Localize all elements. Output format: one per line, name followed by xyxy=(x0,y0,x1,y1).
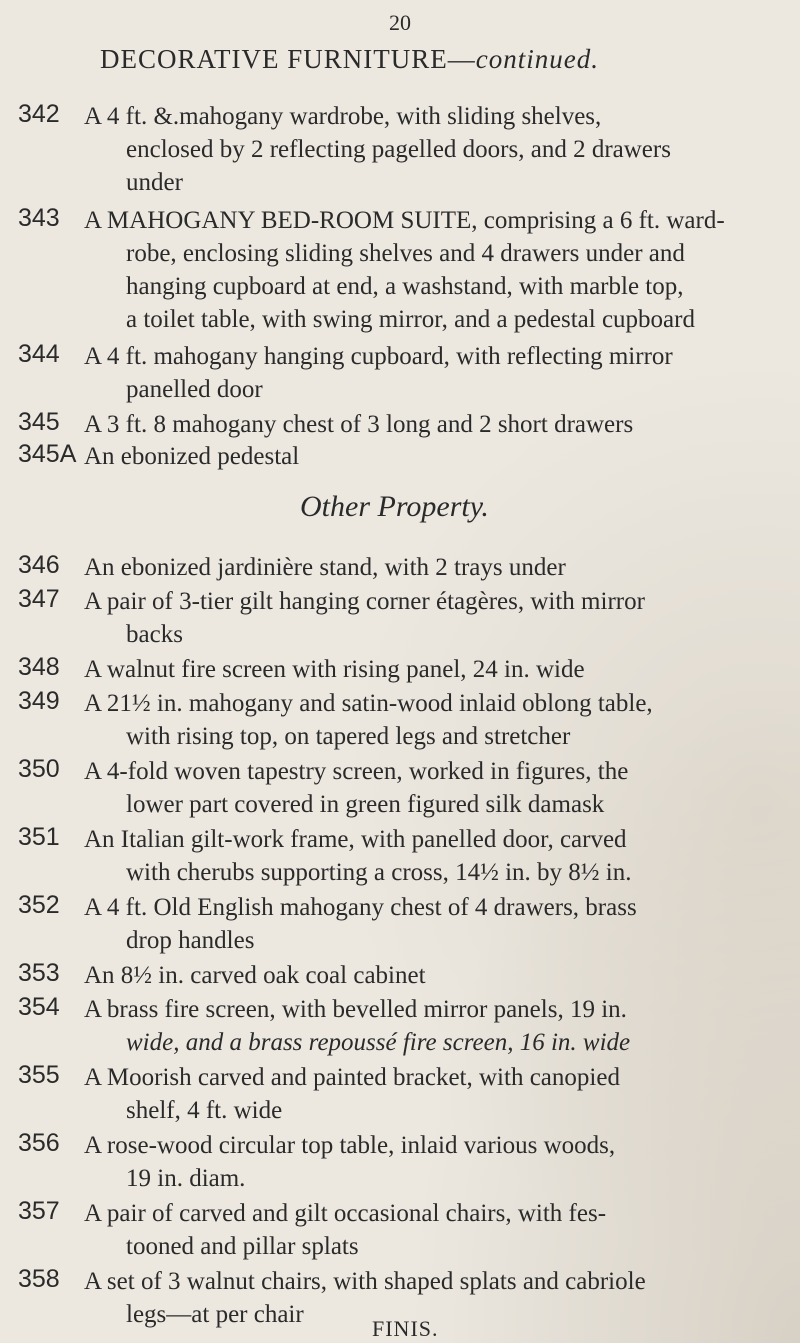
running-title xyxy=(100,44,599,75)
lot-line: legs—at per chair xyxy=(126,1301,304,1328)
lot-number: 342 xyxy=(18,100,60,128)
lot-line: 19 in. diam. xyxy=(126,1165,246,1192)
lot-line: A 4 ft. Old English mahogany chest of 4 drawers, brass xyxy=(84,894,637,921)
lot-line: wide, and a brass repoussé fire screen, 16 in. wide xyxy=(126,1029,631,1056)
lot-line: robe, enclosing sliding shelves and 4 drawers under and xyxy=(126,240,685,267)
lot-number: 352 xyxy=(18,891,60,919)
lot-line: lower part covered in green figured silk damask xyxy=(126,791,605,818)
lot-number: 346 xyxy=(18,551,60,579)
lot-description xyxy=(84,823,784,889)
lot-line: under xyxy=(126,169,183,196)
lot-line: enclosed by 2 reflecting pagelled doors, and 2 drawers xyxy=(126,136,671,163)
lot-line: A Moorish carved and painted bracket, with canopied xyxy=(84,1064,620,1091)
lot-description xyxy=(84,408,784,441)
lot-description xyxy=(84,440,784,473)
lot-line: a toilet table, with swing mirror, and a pedestal cupboard xyxy=(126,306,695,333)
lot-line: An ebonized pedestal xyxy=(84,443,300,470)
lot-line: A pair of carved and gilt occasional chairs, with fes- xyxy=(84,1200,607,1227)
lot-line: backs xyxy=(126,621,183,648)
lot-description xyxy=(84,891,784,957)
lot-description xyxy=(84,993,784,1059)
lot-line: tooned and pillar splats xyxy=(126,1233,359,1260)
running-title-continued: continued. xyxy=(475,44,599,74)
lot-description xyxy=(84,959,784,992)
lot-number: 351 xyxy=(18,823,60,851)
lot-line: A walnut fire screen with rising panel, 24 in. wide xyxy=(84,656,585,683)
lot-line: shelf, 4 ft. wide xyxy=(126,1097,283,1124)
lot-description xyxy=(84,100,784,199)
lot-line: A 4 ft. &.mahogany wardrobe, with sliding shelves, xyxy=(84,103,602,130)
lot-line: A 21½ in. mahogany and satin-wood inlaid oblong table, xyxy=(84,690,653,717)
lot-number: 354 xyxy=(18,993,60,1021)
lot-line: An Italian gilt-work frame, with panelled door, carved xyxy=(84,826,627,853)
lot-number: 350 xyxy=(18,755,60,783)
lot-description xyxy=(84,1061,784,1127)
lot-number: 355 xyxy=(18,1061,60,1089)
lot-line: A set of 3 walnut chairs, with shaped splats and cabriole xyxy=(84,1268,646,1295)
lot-line: An 8½ in. carved oak coal cabinet xyxy=(84,962,426,989)
lot-number: 347 xyxy=(18,585,60,613)
lot-line: with cherubs supporting a cross, 14½ in. by 8½ in. xyxy=(126,859,632,886)
lot-number: 345 xyxy=(18,408,60,436)
lot-line: A pair of 3-tier gilt hanging corner étagères, with mirror xyxy=(84,588,645,615)
lot-description xyxy=(84,1197,784,1263)
page-number: 20 xyxy=(389,10,411,35)
lot-number: 348 xyxy=(18,653,60,681)
lot-description xyxy=(84,204,784,336)
lot-line: drop handles xyxy=(126,927,255,954)
lot-description xyxy=(84,551,784,584)
lot-number: 356 xyxy=(18,1129,60,1157)
lot-line: A brass fire screen, with bevelled mirror panels, 19 in. xyxy=(84,996,627,1023)
lot-line: A rose-wood circular top table, inlaid various woods, xyxy=(84,1132,616,1159)
running-title-main: DECORATIVE FURNITURE— xyxy=(100,44,476,74)
lot-line: An ebonized jardinière stand, with 2 trays under xyxy=(84,554,566,581)
lot-description xyxy=(84,340,784,406)
lot-line: hanging cupboard at end, a washstand, with marble top, xyxy=(126,273,684,300)
lot-description xyxy=(84,653,784,686)
section-heading: Other Property. xyxy=(300,490,489,523)
lot-description xyxy=(84,1129,784,1195)
lot-number: 345A xyxy=(18,440,77,468)
lot-description xyxy=(84,687,784,753)
lot-line: panelled door xyxy=(126,376,263,403)
lot-description xyxy=(84,585,784,651)
lot-number: 358 xyxy=(18,1265,60,1293)
lot-line: A 4-fold woven tapestry screen, worked in figures, the xyxy=(84,758,629,785)
lot-line: A MAHOGANY BED-ROOM SUITE, comprising a 6 ft. ward- xyxy=(84,207,725,234)
lot-line: A 3 ft. 8 mahogany chest of 3 long and 2 short drawers xyxy=(84,411,634,438)
lot-number: 343 xyxy=(18,204,60,232)
lot-number: 357 xyxy=(18,1197,60,1225)
finis-label: FINIS. xyxy=(372,1316,439,1341)
lot-line: with rising top, on tapered legs and stretcher xyxy=(126,723,571,750)
lot-line: A 4 ft. mahogany hanging cupboard, with reflecting mirror xyxy=(84,343,673,370)
lot-number: 353 xyxy=(18,959,60,987)
lot-number: 344 xyxy=(18,340,60,368)
lot-description xyxy=(84,755,784,821)
lot-number: 349 xyxy=(18,687,60,715)
